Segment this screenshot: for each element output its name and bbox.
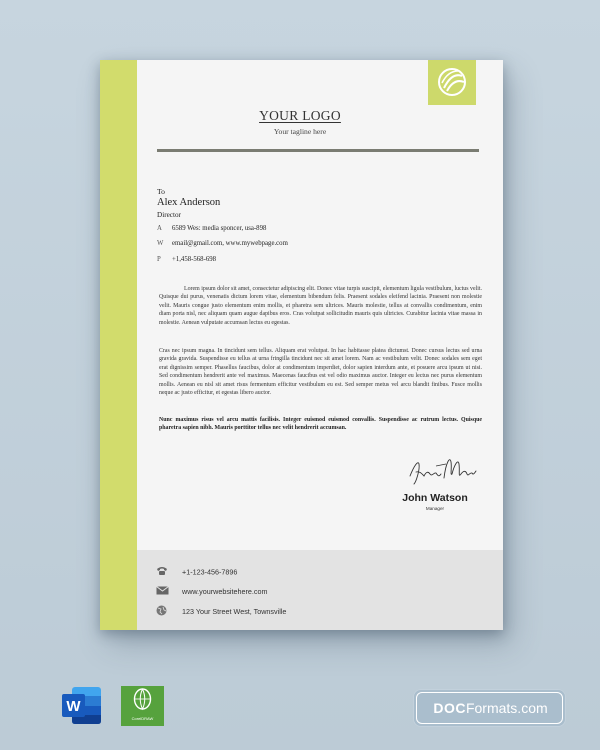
contact-phone: +1,458-568-698: [172, 256, 217, 263]
recipient-name: Alex Anderson: [157, 197, 221, 208]
body-paragraph-3: Nunc maximus risus vel arcu mattis facilisis. Integer euismod euismod convallis. Suspendisse ac rutrum lectus. Quisque pharetra sapien nibh. Mauris porttitor tellus nec velit hendrerit accumsan.: [159, 417, 482, 432]
word-letter: W: [66, 698, 81, 715]
docformats-badge[interactable]: [413, 689, 566, 727]
logo-mark: [428, 60, 476, 105]
balloon-icon: [121, 686, 164, 716]
coreldraw-app-icon[interactable]: [121, 686, 164, 726]
body-paragraph-1: Lorem ipsum dolor sit amet, consectetur adipiscing elit. Donec vitae turpis suscipit, elementum ligula vestibulum, luctus velit. Quisque dui purus, venenatis dictum lorem vitae, elementum bibendum felis. Praesent sodales eleifend lacinia. Praesent non molestie velit. Mauris congue justo elementum enim mollis, et pharetra sem ultrices. Mauris molestie, tellus at convallis condimentum, enim diam porta nisl, nec aliquam quam augue dapibus eros. Cras volutpat sollicitudin mauris quis ultricies. Curabitur lacinia vitae massa in molestie. Aenean vulputate accumsan lectus eu egestas.: [159, 286, 482, 326]
accent-side-bar: [100, 60, 137, 630]
footer-address: 123 Your Street West, Townsville: [182, 607, 287, 616]
brand-bold: DOC: [433, 700, 466, 716]
signer-title: Manager: [425, 506, 445, 511]
logo-text: YOUR LOGO: [259, 108, 341, 123]
signature-image: [406, 452, 480, 488]
footer-website-row: [156, 586, 267, 597]
footer-website: www.yourwebsitehere.com: [182, 587, 268, 596]
word-app-icon[interactable]: [60, 685, 103, 726]
brand-rest: Formats.com: [465, 700, 548, 716]
contact-web: email@gmail.com, www.mywebpage.com: [172, 240, 288, 247]
globe-icon: [156, 605, 182, 618]
letterhead-page: [100, 60, 503, 630]
leaf-logo-icon: [436, 66, 468, 98]
telephone-icon: [156, 566, 182, 578]
signer-name: John Watson: [402, 492, 468, 504]
phone-label: P: [157, 256, 161, 263]
footer-phone-row: [156, 566, 237, 578]
contact-address: 6589 Wes: media sponcer, usa-898: [172, 225, 267, 232]
web-label: W: [157, 240, 164, 247]
footer-phone: +1-123-456-7896: [182, 567, 238, 577]
tagline: Your tagline here: [273, 127, 327, 136]
contact-web-row: [157, 240, 288, 247]
badge-frame: [416, 692, 563, 724]
recipient-title: Director: [157, 211, 181, 219]
letterhead-footer: [137, 550, 503, 630]
corel-label: CorelDRAW: [131, 716, 154, 721]
contact-address-row: [157, 225, 266, 232]
recipient-to-label: To: [157, 187, 165, 196]
header-divider: [157, 149, 479, 152]
contact-phone-row: [157, 256, 216, 263]
body-paragraph-2: Cras nec ipsum magna. In tincidunt sem tellus. Aliquam erat volutpat. In hac habitasse platea dictumst. Donec cursus lectus sed urna gravida gravida. Suspendisse eu tellus at urna fringilla tincidunt nec sit amet lorem. Nam ac vestibulum velit. Donec sodales sem eget erat dignissim semper. Phasellus faucibus, dolor at condimentum imperdiet, dolor sapien interdum ante, et posuere arcu ipsum ut nisi. Sed condimentum hendrerit ante vel maximus. Maecenas faucibus est vel odio maximus auctor. Integer eu lectus nec purus elementum mollis. Aenean eu nisl sit amet risus fermentum efficitur vestibulum eu est. Sed semper metus vel arcu blandit finibus. Fusce mollis neque ac justo efficitur, et egestas libero auctor.: [159, 348, 482, 397]
address-label: A: [157, 225, 162, 232]
badge-text: [417, 700, 564, 716]
envelope-icon: [156, 586, 182, 597]
footer-address-row: [156, 605, 286, 618]
